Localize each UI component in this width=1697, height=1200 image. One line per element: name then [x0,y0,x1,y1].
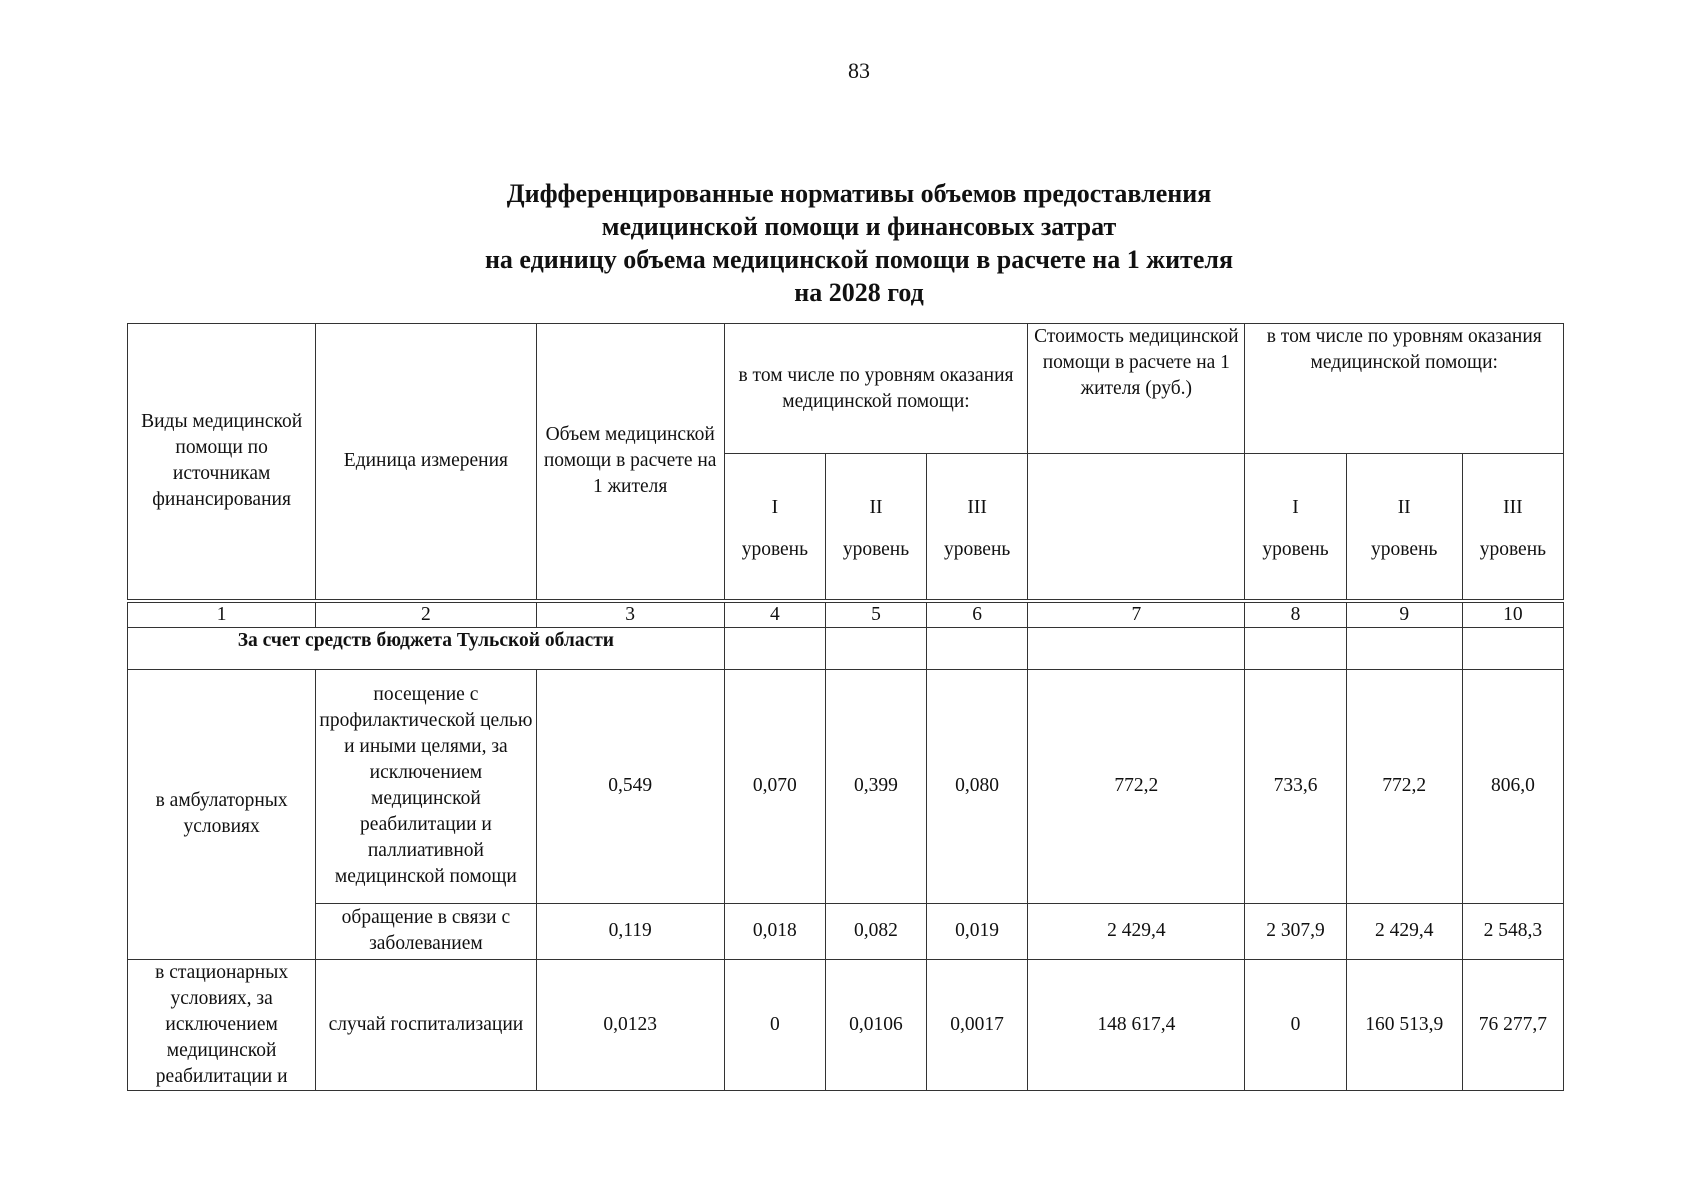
row-cost-level-1: 733,6 [1245,669,1346,903]
header-volume-levels-group: в том числе по уровням оказания медицинской помощи: [724,324,1027,454]
header-unit: Единица измерения [316,324,536,601]
page-number: 83 [848,58,870,83]
row-cost: 772,2 [1028,669,1245,903]
column-number: 4 [724,601,825,628]
title-line-3: на единицу объема медицинской помощи в расчете на 1 жителя [484,245,1234,274]
column-number: 7 [1028,601,1245,628]
document-title [0,177,1697,309]
header-cost-empty [1028,454,1245,601]
header-volume-level-3: III уровень [927,454,1028,601]
row-volume: 0,549 [536,669,724,903]
column-number: 8 [1245,601,1346,628]
row-volume-level-3: 0,019 [927,903,1028,959]
header-cost-levels-group: в том числе по уровням оказания медицинской помощи: [1245,324,1564,454]
table-row [128,959,1564,1090]
row-volume-level-3: 0,080 [927,669,1028,903]
row-cost: 148 617,4 [1028,959,1245,1090]
row-cost-level-1: 2 307,9 [1245,903,1346,959]
header-cost-level-2: II уровень [1346,454,1462,601]
row-volume-level-3: 0,0017 [927,959,1028,1090]
norms-table [127,323,1564,1091]
header-cost-level-1: I уровень [1245,454,1346,601]
column-number: 2 [316,601,536,628]
row-cost-level-2: 772,2 [1346,669,1462,903]
column-numbers-row [128,601,1564,628]
table-row [128,903,1564,959]
row-type: в стационарных условиях, за исключением медицинской реабилитации и [128,959,316,1090]
title-line-1: Дифференцированные нормативы объемов предоставления [506,179,1212,208]
section-row [128,627,1564,669]
row-cost: 2 429,4 [1028,903,1245,959]
table-row [128,669,1564,903]
row-cost-level-3: 76 277,7 [1462,959,1563,1090]
row-volume-level-1: 0,018 [724,903,825,959]
row-cost-level-3: 806,0 [1462,669,1563,903]
row-volume: 0,119 [536,903,724,959]
column-number: 1 [128,601,316,628]
column-number: 3 [536,601,724,628]
column-number: 9 [1346,601,1462,628]
row-volume-level-2: 0,399 [825,669,926,903]
header-volume: Объем медицинской помощи в расчете на 1 жителя [536,324,724,601]
header-volume-level-1: I уровень [724,454,825,601]
column-number: 5 [825,601,926,628]
row-volume-level-1: 0,070 [724,669,825,903]
row-cost-level-2: 160 513,9 [1346,959,1462,1090]
header-row-1 [128,324,1564,454]
row-volume-level-2: 0,0106 [825,959,926,1090]
row-unit: случай госпитализации [316,959,536,1090]
row-volume: 0,0123 [536,959,724,1090]
row-volume-level-2: 0,082 [825,903,926,959]
row-cost-level-3: 2 548,3 [1462,903,1563,959]
header-cost-level-3: III уровень [1462,454,1563,601]
column-number: 10 [1462,601,1563,628]
header-types-of-care: Виды медицинской помощи по источникам финансирования [128,324,316,601]
header-volume-level-2: II уровень [825,454,926,601]
row-unit: посещение с профилактической целью и иными целями, за исключением медицинской реабилитации и паллиативной медицинской помощи [316,669,536,903]
header-cost: Стоимость медицинской помощи в расчете на 1 жителя (руб.) [1028,324,1245,454]
row-type: в амбулаторных условиях [128,669,316,959]
column-number: 6 [927,601,1028,628]
row-unit: обращение в связи с заболеванием [316,903,536,959]
row-volume-level-1: 0 [724,959,825,1090]
row-cost-level-2: 2 429,4 [1346,903,1462,959]
title-line-4: на 2028 год [794,278,924,307]
title-line-2: медицинской помощи и финансовых затрат [601,212,1117,241]
row-cost-level-1: 0 [1245,959,1346,1090]
section-title: За счет средств бюджета Тульской области [128,627,725,669]
